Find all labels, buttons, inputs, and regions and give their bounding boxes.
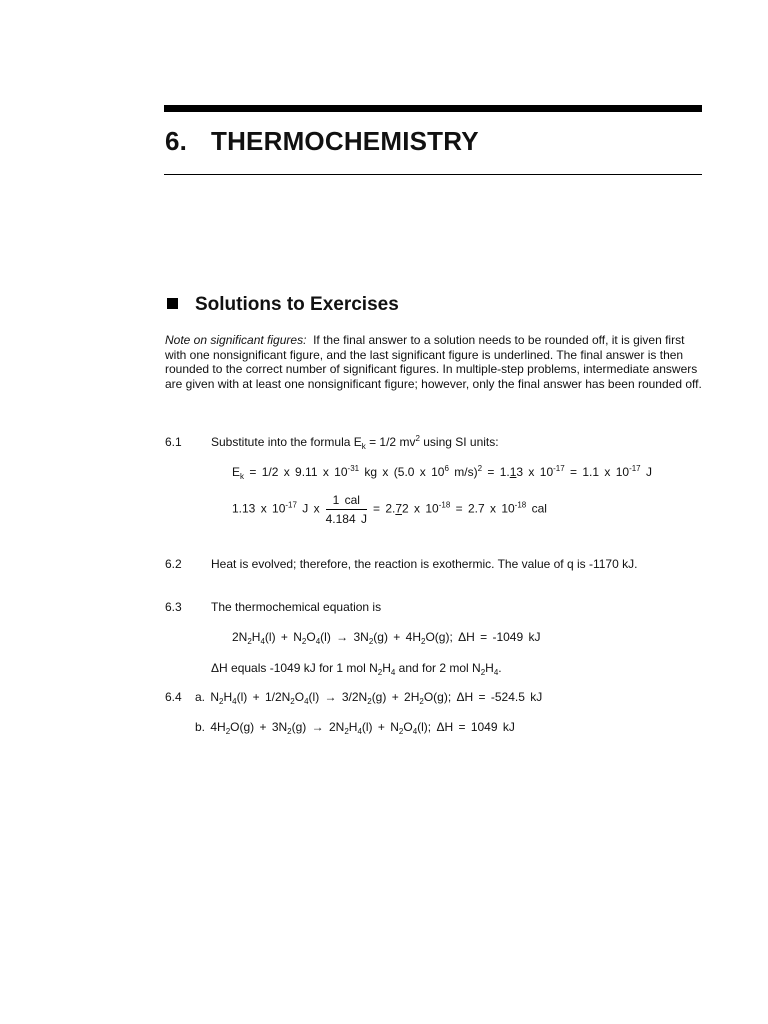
note-text: If the final answer to a solution needs to be rounded off, it is given first with one nonsignificant figure, and the last significant figure is underlined. The final answer is then rounded to the correct number of significant figures. In multiple-step problems, intermediate answers are given with at least one nonsignificant figure; however, only the final answer has been rounded off. (165, 333, 702, 391)
exercise-number: 6.4 (165, 690, 182, 704)
enthalpy-note: ΔH equals -1049 kJ for 1 mol $N_2H_4$ and for 2 mol $N_2H_4$. (211, 661, 502, 677)
thermochemical-equation: $2N_2H_4(l) + N_2O_4(l) \to 3N_2(g) + 4H_2O(g)$; ΔH = -1049 kJ (232, 630, 541, 646)
equation-part-b: b. $4H_2O(g) + 3N_2(g) \to 2N_2H_4(l) + N_2O_4(l)$; ΔH = 1049 kJ (195, 720, 515, 736)
significant-figures-note (165, 333, 705, 391)
note-label: Note on significant figures: (165, 333, 307, 347)
chapter-title: THERMOCHEMISTRY (211, 126, 479, 156)
calorie-conversion-calculation: 1.13 x $10^{-17}$ J x $\frac{\text{1 cal}}{4.184 J}$ = 2.72 x $10^{-18} = 2.7$ x $10^{-18}$ cal (232, 493, 547, 526)
chapter-heading (165, 126, 479, 157)
exercise-answer: Heat is evolved; therefore, the reaction is exothermic. The value of q is -1170 kJ. (211, 557, 638, 571)
conversion-fraction (326, 493, 367, 526)
kinetic-energy-calculation: $E_k = 1/2$ x 9.11 x $10^{-31}$ kg x (5.0 x $10^6$ m/s)$^2$ = 1.13 x $10^{-17} = 1.1$ x $10^{-17}$ J (232, 464, 652, 481)
chapter-number: 6. (165, 126, 188, 156)
exercise-number: 6.3 (165, 600, 182, 614)
section-heading (167, 294, 399, 316)
exercise-intro: The thermochemical equation is (211, 600, 382, 614)
equation-part-a: a. $N_2H_4(l) + 1/2N_2O_4(l) \to 3/2N_2(g) + 2H_2O(g)$; ΔH = -524.5 kJ (195, 690, 543, 706)
title-underline-rule (164, 174, 702, 175)
top-thick-rule (164, 105, 702, 112)
square-bullet-icon (167, 298, 178, 309)
exercise-number: 6.2 (165, 557, 182, 571)
exercise-number: 6.1 (165, 435, 182, 449)
fraction-numerator: 1 cal (326, 493, 367, 510)
section-title: Solutions to Exercises (195, 294, 399, 315)
fraction-denominator: 4.184 J (325, 512, 367, 526)
exercise-intro: Substitute into the formula $E_k = 1/2$ $mv^2$ using SI units: (211, 434, 499, 451)
